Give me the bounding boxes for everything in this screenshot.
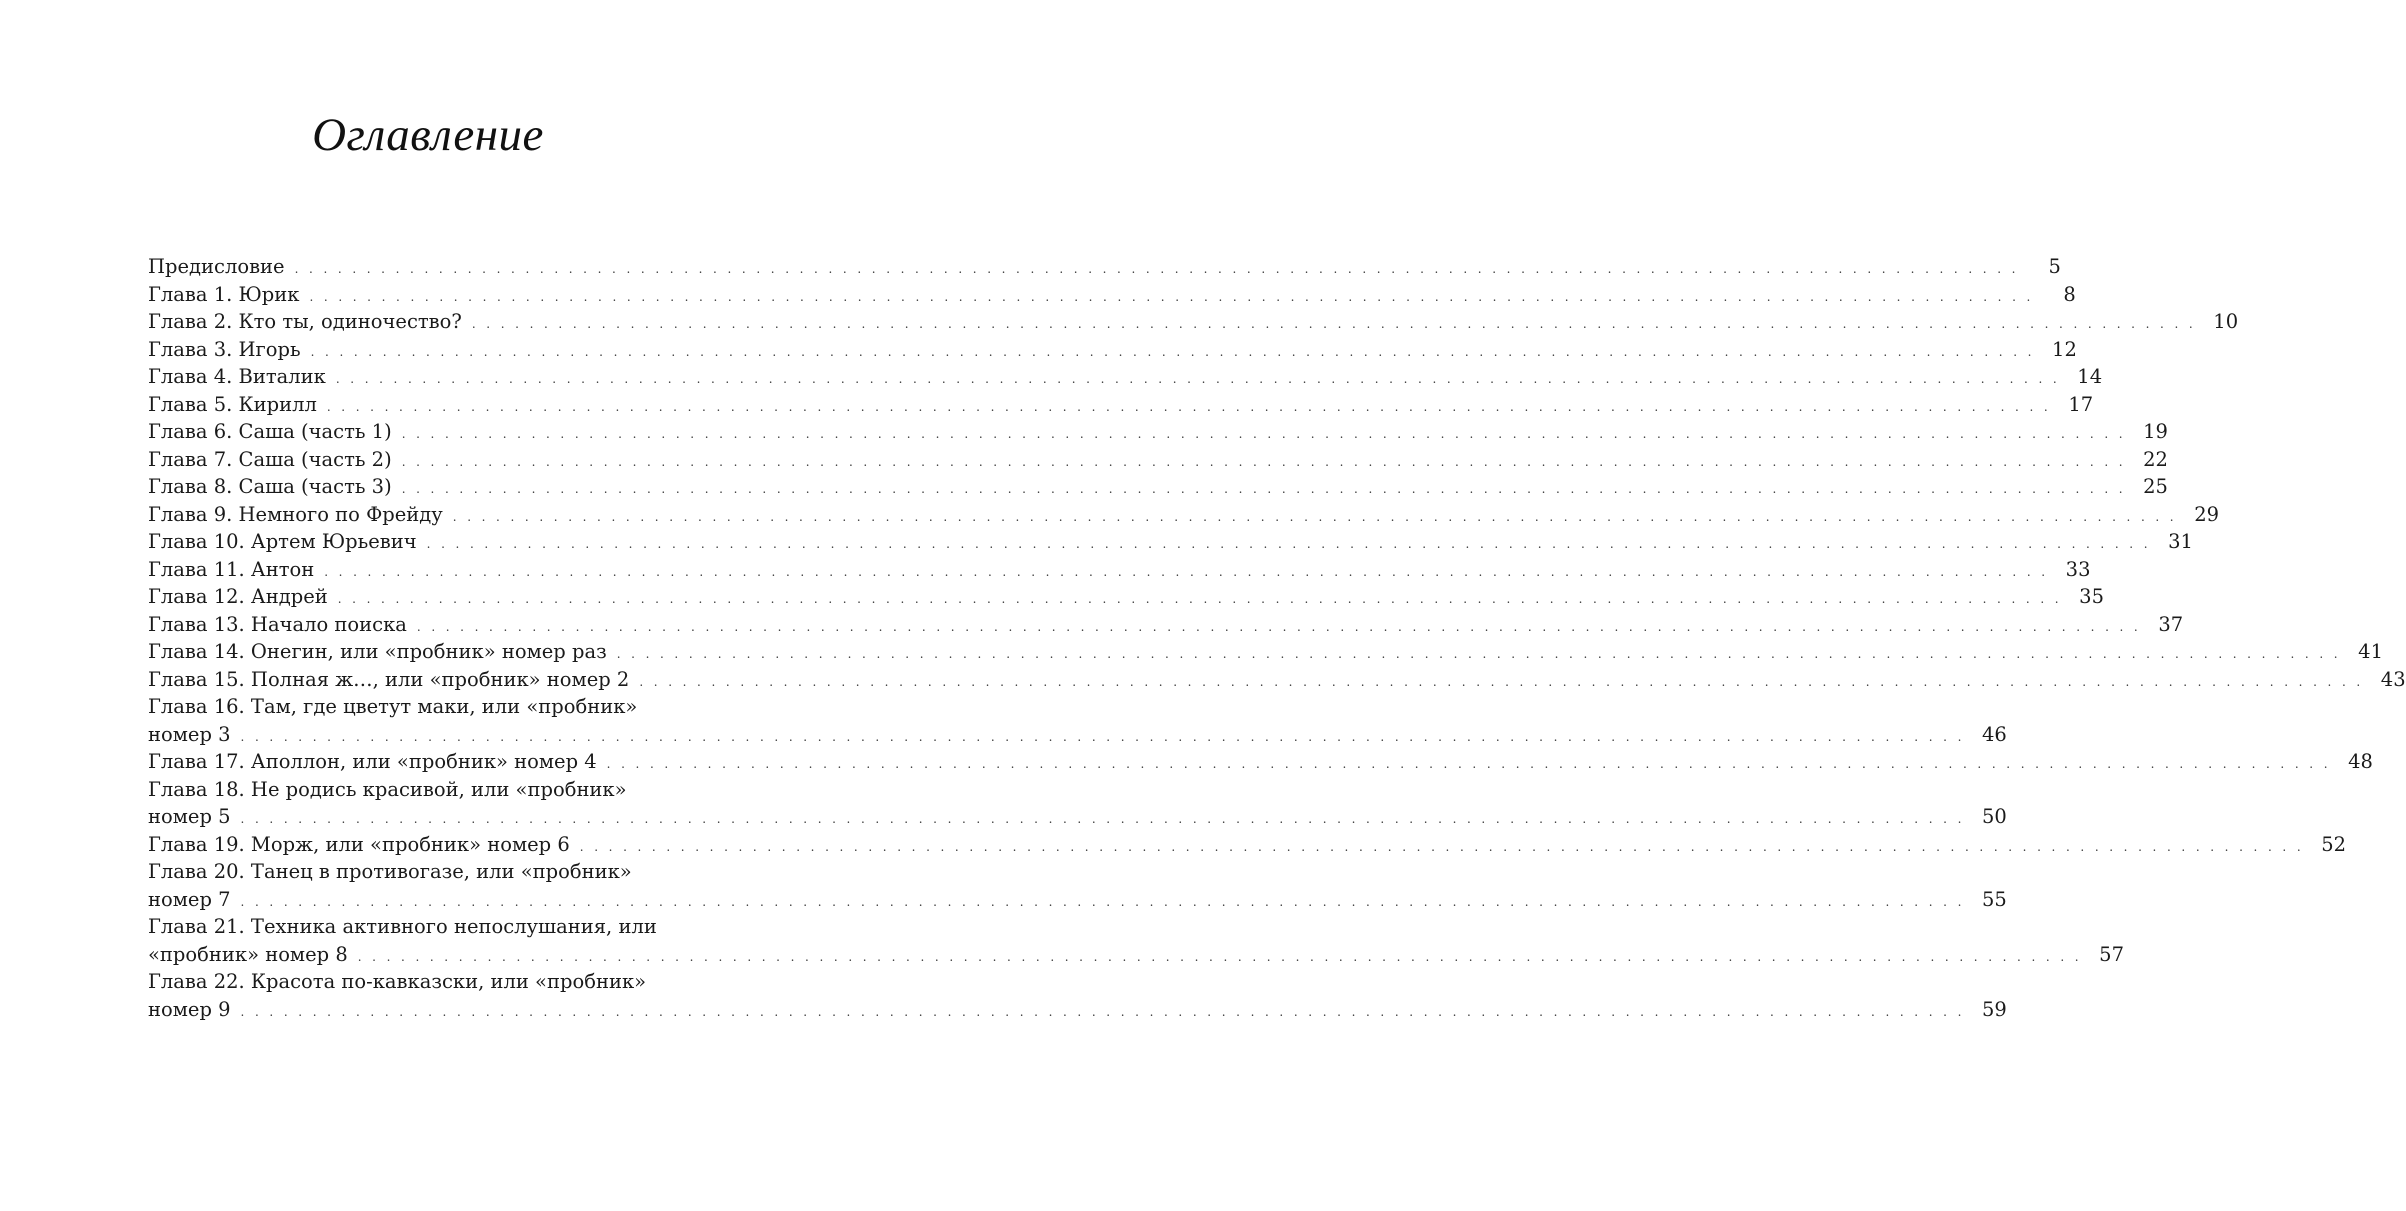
toc-page-number: 57 <box>2099 942 2124 966</box>
toc-entry <box>148 501 2220 529</box>
toc-page-number: 43 <box>2380 667 2406 691</box>
toc-entry-title: Глава 1. Юрик <box>148 282 300 306</box>
toc-entry-title: Глава 10. Артем Юрьевич <box>148 530 417 553</box>
toc-entry <box>148 556 2091 584</box>
toc-entry <box>148 748 2373 776</box>
toc-page-number: 22 <box>2143 447 2168 471</box>
toc-entry <box>148 391 2094 419</box>
toc-entry-title: Глава 11. Антон <box>148 557 315 581</box>
toc-entry <box>148 583 2104 611</box>
toc-entry <box>148 941 2124 969</box>
toc-entry-title: Глава 9. Немного по Фрейду <box>148 502 443 526</box>
toc-page-number: 10 <box>2213 310 2239 333</box>
dot-leader: . . . . . . . . . . . . . . . . . . . . . . . . . . . . . . . . . . . . . . . . . . . . . . . . . . . . . . . . . . . . . . . . . . . . . . . . . . . . . . . . . . . . . . . . . . . . . . . . . . . . . . . . . . . . . . . . . . . . . . . . <box>309 289 2034 304</box>
toc-entry <box>148 473 2168 501</box>
dot-leader: . . . . . . . . . . . . . . . . . . . . . . . . . . . . . . . . . . . . . . . . . . . . . . . . . . . . . . . . . . . . . . . . . . . . . . . . . . . . . . . . . . . . . . . . . . . . . . . . . . . . . . . . . . . . . . . . . . . . . . . . <box>452 509 2178 524</box>
toc-entry <box>148 996 2007 1024</box>
dot-leader: . . . . . . . . . . . . . . . . . . . . . . . . . . . . . . . . . . . . . . . . . . . . . . . . . . . . . . . . . . . . . . . . . . . . . . . . . . . . . . . . . . . . . . . . . . . . . . . . . . . . . . . . . . . . . . . . . . . . . . . . <box>240 1004 1965 1019</box>
toc-entry <box>148 693 746 721</box>
dot-leader: . . . . . . . . . . . . . . . . . . . . . . . . . . . . . . . . . . . . . . . . . . . . . . . . . . . . . . . . . . . . . . . . . . . . . . . . . . . . . . . . . . . . . . . . . . . . . . . . . . . . . . . . . . . . . . . . . . . . . . . . <box>616 647 2341 661</box>
toc-entry-title: номер 5 <box>148 805 231 828</box>
toc-page-number: 33 <box>2065 557 2091 581</box>
toc-page-number: 29 <box>2194 502 2220 526</box>
toc-page-number: 59 <box>1981 997 2007 1021</box>
toc-entry-title: Глава 12. Андрей <box>148 585 328 608</box>
dot-leader: . . . . . . . . . . . . . . . . . . . . . . . . . . . . . . . . . . . . . . . . . . . . . . . . . . . . . . . . . . . . . . . . . . . . . . . . . . . . . . . . . . . . . . . . . . . . . . . . . . . . . . . . . . . . . . . . . . . . . . . . <box>416 619 2142 634</box>
toc-page-number: 41 <box>2358 640 2383 663</box>
toc-entry-title: Глава 4. Виталик <box>148 365 326 388</box>
toc-page-number: 19 <box>2143 420 2168 443</box>
toc-entry <box>148 913 746 941</box>
toc-entry <box>148 803 2007 831</box>
toc-entry-title: Глава 8. Саша (часть 3) <box>148 475 392 498</box>
toc-entry <box>148 638 2383 666</box>
toc-page-number: 12 <box>2052 337 2077 361</box>
dot-leader: . . . . . . . . . . . . . . . . . . . . . . . . . . . . . . . . . . . . . . . . . . . . . . . . . . . . . . . . . . . . . . . . . . . . . . . . . . . . . . . . . . . . . . . . . . . . . . . . . . . . . . . . . . . . . . . . . . . . . . . . <box>326 399 2052 414</box>
toc-page-number: 35 <box>2079 585 2104 608</box>
toc-page-number: 50 <box>1981 805 2007 828</box>
toc-page-number: 37 <box>2158 612 2184 636</box>
dot-leader: . . . . . . . . . . . . . . . . . . . . . . . . . . . . . . . . . . . . . . . . . . . . . . . . . . . . . . . . . . . . . . . . . . . . . . . . . . . . . . . . . . . . . . . . . . . . . . . . . . . . . . . . . . . . . . . . . . . . . . . . <box>401 427 2126 441</box>
toc-entry <box>148 528 2193 556</box>
toc-page-number: 5 <box>2048 255 2061 278</box>
toc-entry <box>148 886 2007 914</box>
dot-leader: . . . . . . . . . . . . . . . . . . . . . . . . . . . . . . . . . . . . . . . . . . . . . . . . . . . . . . . . . . . . . . . . . . . . . . . . . . . . . . . . . . . . . . . . . . . . . . . . . . . . . . . . . . . . . . . . . . . . . . . . <box>357 949 2082 964</box>
dot-leader: . . . . . . . . . . . . . . . . . . . . . . . . . . . . . . . . . . . . . . . . . . . . . . . . . . . . . . . . . . . . . . . . . . . . . . . . . . . . . . . . . . . . . . . . . . . . . . . . . . . . . . . . . . . . . . . . . . . . . . . . <box>240 729 1965 744</box>
toc-entry-title: Глава 22. Красота по-кавказски, или «пробник» <box>148 970 647 993</box>
toc-entry <box>148 666 2406 694</box>
toc-entry-title: Глава 20. Танец в противогазе, или «пробник» <box>148 860 632 883</box>
toc-entry <box>148 308 2239 336</box>
toc-page-number: 48 <box>2348 750 2373 773</box>
page-title: Оглавление <box>312 109 544 161</box>
dot-leader: . . . . . . . . . . . . . . . . . . . . . . . . . . . . . . . . . . . . . . . . . . . . . . . . . . . . . . . . . . . . . . . . . . . . . . . . . . . . . . . . . . . . . . . . . . . . . . . . . . . . . . . . . . . . . . . . . . . . . . . . <box>639 674 2364 689</box>
toc-entry <box>148 446 2168 474</box>
toc-entry <box>148 281 2076 309</box>
toc-entry <box>148 363 2103 391</box>
toc-page-number: 52 <box>2321 832 2347 856</box>
dot-leader: . . . . . . . . . . . . . . . . . . . . . . . . . . . . . . . . . . . . . . . . . . . . . . . . . . . . . . . . . . . . . . . . . . . . . . . . . . . . . . . . . . . . . . . . . . . . . . . . . . . . . . . . . . . . . . . . . . . . . . . . <box>310 344 2035 359</box>
toc-entry <box>148 611 2184 639</box>
dot-leader: . . . . . . . . . . . . . . . . . . . . . . . . . . . . . . . . . . . . . . . . . . . . . . . . . . . . . . . . . . . . . . . . . . . . . . . . . . . . . . . . . . . . . . . . . . . . . . . . . . . . . . . . . . . . . . . . . . . . . . . . <box>606 757 2331 771</box>
toc-entry-title: Глава 19. Морж, или «пробник» номер 6 <box>148 832 570 856</box>
toc-entry-title: номер 7 <box>148 887 231 911</box>
dot-leader: . . . . . . . . . . . . . . . . . . . . . . . . . . . . . . . . . . . . . . . . . . . . . . . . . . . . . . . . . . . . . . . . . . . . . . . . . . . . . . . . . . . . . . . . . . . . . . . . . . . . . . . . . . . . . . . . . . . . . . . . <box>240 894 1965 909</box>
toc-entry-title: Глава 17. Аполлон, или «пробник» номер 4 <box>148 750 597 773</box>
dot-leader: . . . . . . . . . . . . . . . . . . . . . . . . . . . . . . . . . . . . . . . . . . . . . . . . . . . . . . . . . . . . . . . . . . . . . . . . . . . . . . . . . . . . . . . . . . . . . . . . . . . . . . . . . . . . . . . . . . . . . . . . <box>401 454 2126 469</box>
toc-entry-title: «пробник» номер 8 <box>148 942 348 966</box>
toc-entry <box>148 831 2347 859</box>
toc-entry-title: Глава 21. Техника активного непослушания, или <box>148 915 657 938</box>
dot-leader: . . . . . . . . . . . . . . . . . . . . . . . . . . . . . . . . . . . . . . . . . . . . . . . . . . . . . . . . . . . . . . . . . . . . . . . . . . . . . . . . . . . . . . . . . . . . . . . . . . . . . . . . . . . . . . . . . . . . . . . . <box>335 372 2061 386</box>
toc-entry-title: Предисловие <box>148 255 285 278</box>
toc-page-number: 55 <box>1981 887 2007 911</box>
dot-leader: . . . . . . . . . . . . . . . . . . . . . . . . . . . . . . . . . . . . . . . . . . . . . . . . . . . . . . . . . . . . . . . . . . . . . . . . . . . . . . . . . . . . . . . . . . . . . . . . . . . . . . . . . . . . . . . . . . . . . . . . <box>579 839 2305 854</box>
toc-entry-title: Глава 5. Кирилл <box>148 392 317 416</box>
toc-page-number: 14 <box>2077 365 2103 388</box>
toc-entry-title: Глава 6. Саша (часть 1) <box>148 420 392 443</box>
toc-entry-title: Глава 18. Не родись красивой, или «пробник» <box>148 777 627 801</box>
dot-leader: . . . . . . . . . . . . . . . . . . . . . . . . . . . . . . . . . . . . . . . . . . . . . . . . . . . . . . . . . . . . . . . . . . . . . . . . . . . . . . . . . . . . . . . . . . . . . . . . . . . . . . . . . . . . . . . . . . . . . . . . <box>471 317 2197 331</box>
dot-leader: . . . . . . . . . . . . . . . . . . . . . . . . . . . . . . . . . . . . . . . . . . . . . . . . . . . . . . . . . . . . . . . . . . . . . . . . . . . . . . . . . . . . . . . . . . . . . . . . . . . . . . . . . . . . . . . . . . . . . . . . <box>240 812 1965 826</box>
dot-leader: . . . . . . . . . . . . . . . . . . . . . . . . . . . . . . . . . . . . . . . . . . . . . . . . . . . . . . . . . . . . . . . . . . . . . . . . . . . . . . . . . . . . . . . . . . . . . . . . . . . . . . . . . . . . . . . . . . . . . . . . <box>294 262 2019 276</box>
dot-leader: . . . . . . . . . . . . . . . . . . . . . . . . . . . . . . . . . . . . . . . . . . . . . . . . . . . . . . . . . . . . . . . . . . . . . . . . . . . . . . . . . . . . . . . . . . . . . . . . . . . . . . . . . . . . . . . . . . . . . . . . <box>401 482 2126 496</box>
toc-entry-title: Глава 7. Саша (часть 2) <box>148 447 392 471</box>
toc-entry <box>148 418 2168 446</box>
toc-entry <box>148 253 2061 281</box>
toc-page-number: 17 <box>2068 392 2094 416</box>
toc-page-number: 31 <box>2168 530 2193 553</box>
toc-page-number: 46 <box>1981 722 2007 746</box>
toc-entry-title: Глава 2. Кто ты, одиночество? <box>148 310 462 333</box>
toc-entry-title: номер 3 <box>148 722 231 746</box>
toc-entry-title: Глава 13. Начало поиска <box>148 612 407 636</box>
toc-entry-title: Глава 15. Полная ж…, или «пробник» номер 2 <box>148 667 630 691</box>
toc-entry-title: Глава 16. Там, где цветут маки, или «пробник» <box>148 695 638 718</box>
dot-leader: . . . . . . . . . . . . . . . . . . . . . . . . . . . . . . . . . . . . . . . . . . . . . . . . . . . . . . . . . . . . . . . . . . . . . . . . . . . . . . . . . . . . . . . . . . . . . . . . . . . . . . . . . . . . . . . . . . . . . . . . <box>426 537 2151 551</box>
toc-entry <box>148 968 746 996</box>
toc-entry-title: номер 9 <box>148 997 231 1021</box>
toc-page-number: 25 <box>2143 475 2168 498</box>
toc-entry <box>148 721 2007 749</box>
toc-entry <box>148 336 2077 364</box>
toc-entry <box>148 776 746 804</box>
toc-entry-title: Глава 3. Игорь <box>148 337 301 361</box>
toc-entry <box>148 858 746 886</box>
toc-entry-title: Глава 14. Онегин, или «пробник» номер раз <box>148 640 607 663</box>
table-of-contents <box>148 253 2406 1023</box>
dot-leader: . . . . . . . . . . . . . . . . . . . . . . . . . . . . . . . . . . . . . . . . . . . . . . . . . . . . . . . . . . . . . . . . . . . . . . . . . . . . . . . . . . . . . . . . . . . . . . . . . . . . . . . . . . . . . . . . . . . . . . . . <box>324 564 2049 579</box>
toc-page-number: 8 <box>2063 282 2076 306</box>
dot-leader: . . . . . . . . . . . . . . . . . . . . . . . . . . . . . . . . . . . . . . . . . . . . . . . . . . . . . . . . . . . . . . . . . . . . . . . . . . . . . . . . . . . . . . . . . . . . . . . . . . . . . . . . . . . . . . . . . . . . . . . . <box>337 592 2062 606</box>
